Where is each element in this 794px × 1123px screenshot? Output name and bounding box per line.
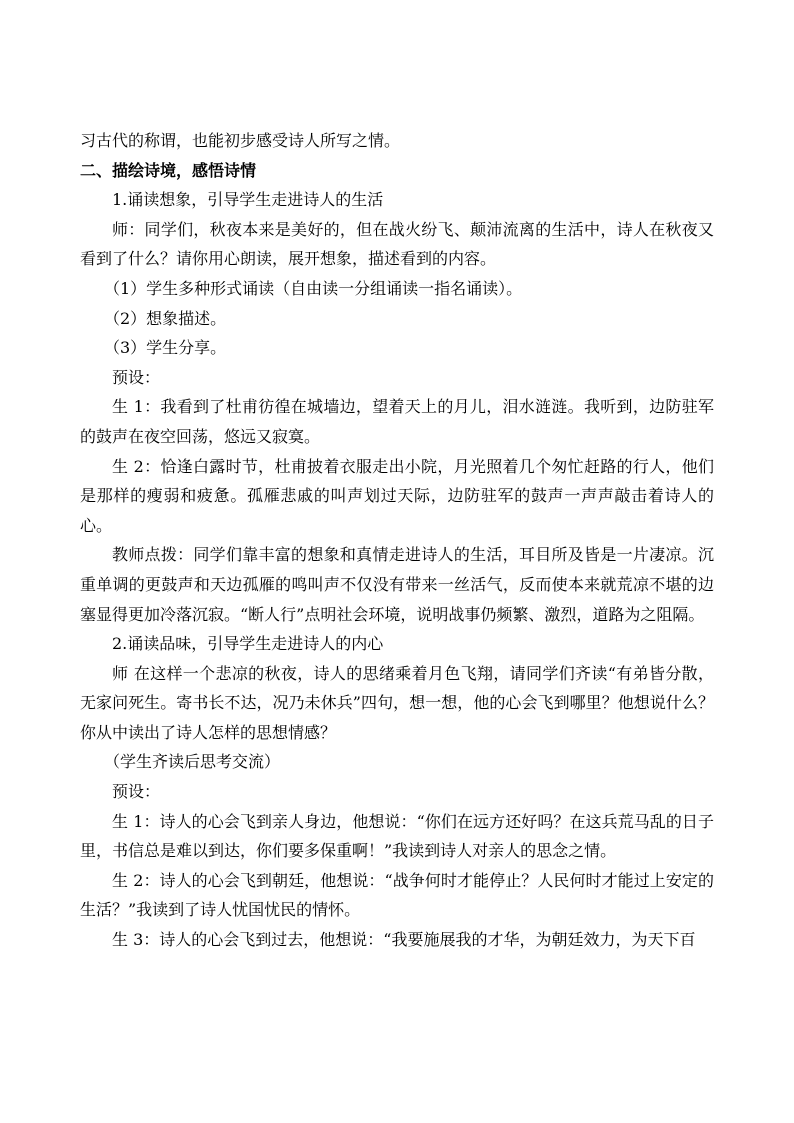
paragraph: 生 1：诗人的心会飞到亲人身边，他想说：“你们在远方还好吗？在这兵荒马乱的日子里，书信总是难以到达，你们要多保重啊！”我读到诗人对亲人的思念之情。 — [80, 811, 714, 861]
paragraph: 师：同学们，秋夜本来是美好的，但在战火纷飞、颠沛流离的生活中，诗人在秋夜又看到了什么？请你用心朗读，展开想象，描述看到的内容。 — [80, 219, 714, 269]
paragraph: 教师点拨：同学们靠丰富的想象和真情走进诗人的生活，耳目所及皆是一片凄凉。沉重单调的更鼓声和天边孤雁的鸣叫声不仅没有带来一丝活气，反而使本来就荒凉不堪的边塞显得更加冷落沉寂。“断人行”点明社会环境，说明战事仍频繁、激烈，道路为之阻隔。 — [80, 545, 714, 624]
paragraph: 师 在这样一个悲凉的秋夜，诗人的思绪乘着月色飞翔，请同学们齐读“有弟皆分散，无家问死生。寄书长不达，况乃未休兵”四句，想一想，他的心会飞到哪里？他想说什么？你从中读出了诗人怎样的思想情感？ — [80, 663, 714, 742]
paragraph: 生 1：我看到了杜甫彷徨在城墙边，望着天上的月儿，泪水涟涟。我听到，边防驻军的鼓声在夜空回荡，悠远又寂寞。 — [80, 397, 714, 446]
paragraph: 预设： — [112, 367, 161, 387]
paragraph-continuation: 习古代的称谓，也能初步感受诗人所写之情。 — [80, 131, 401, 150]
list-item: （3）学生分享。 — [104, 338, 227, 358]
document-body — [80, 126, 714, 955]
section-heading: 二、描绘诗境，感悟诗情 — [80, 160, 257, 180]
list-item: （2）想象描述。 — [104, 308, 227, 328]
list-item: （1）学生多种形式诵读（自由读一分组诵读一指名诵读）。 — [104, 278, 523, 298]
subsection-heading: 2.诵读品味，引导学生走进诗人的内心 — [112, 634, 384, 654]
paragraph: （学生齐读后思考交流） — [104, 752, 281, 772]
paragraph: 生 2：恰逢白露时节，杜甫披着衣服走出小院，月光照着几个匆忙赶路的行人，他们是那样的瘦弱和疲惫。孤雁悲戚的叫声划过天际，边防驻军的鼓声一声声敲击着诗人的心。 — [80, 456, 714, 535]
paragraph: 生 3：诗人的心会飞到过去，他想说：“我要施展我的才华，为朝廷效力，为天下百 — [112, 930, 696, 950]
subsection-heading: 1.诵读想象，引导学生走进诗人的生活 — [112, 190, 384, 210]
paragraph: 预设： — [112, 782, 161, 802]
paragraph: 生 2：诗人的心会飞到朝廷，他想说：“战争何时才能停止？人民何时才能过上安定的生活？”我读到了诗人忧国忧民的情怀。 — [80, 870, 714, 920]
